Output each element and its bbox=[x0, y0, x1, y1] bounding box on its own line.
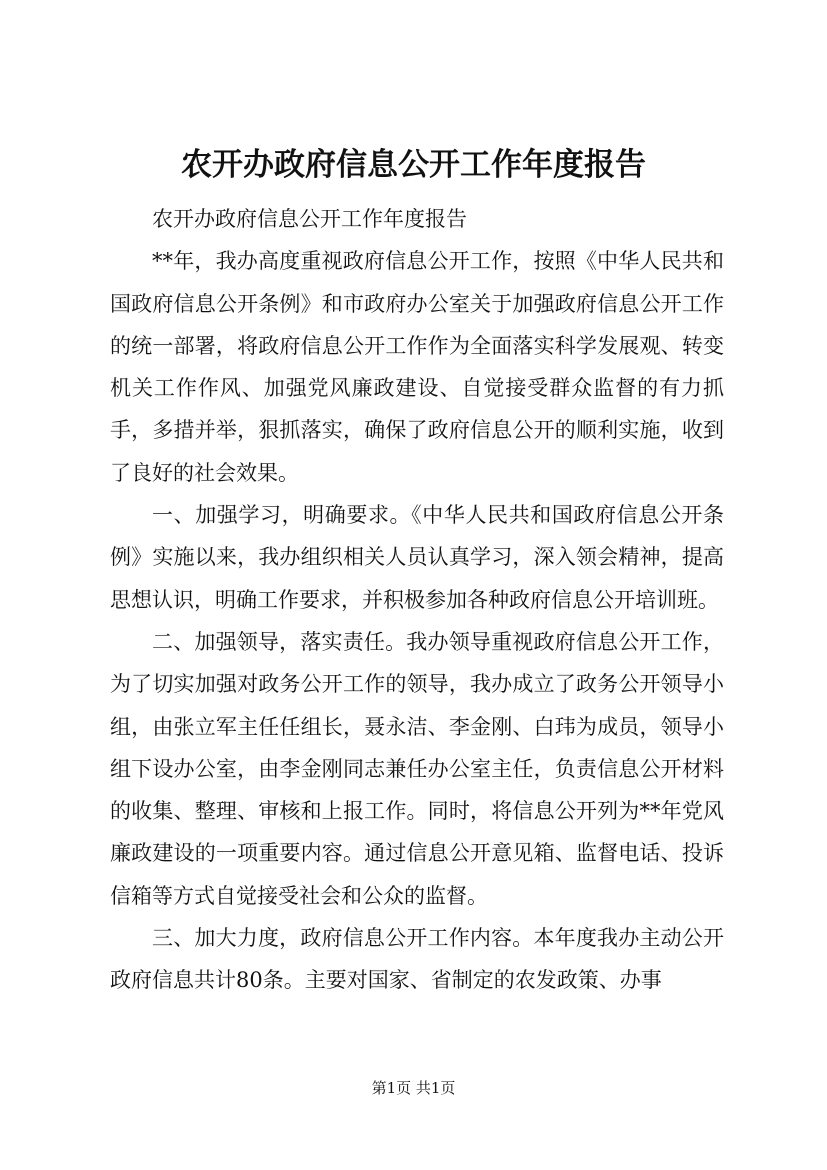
paragraph-section-3: 三、加大力度，政府信息公开工作内容。本年度我办主动公开政府信息共计80条。主要对国家、省制定的农发政策、办事 bbox=[110, 926, 724, 993]
document-title: 农开办政府信息公开工作年度报告 bbox=[181, 147, 646, 183]
document-body bbox=[110, 198, 724, 1002]
paragraph-intro: **年，我办高度重视政府信息公开工作，按照《中华人民共和国政府信息公开条例》和市政府办公室关于加强政府信息公开工作的统一部署，将政府信息公开工作作为全面落实科学发展观、转变机关工作作风、加强党风廉政建设、自觉接受群众监督的有力抓手，多措并举，狠抓落实，确保了政府信息公开的顺利实施，收到了良好的社会效果。 bbox=[110, 249, 724, 485]
paragraph-subtitle: 农开办政府信息公开工作年度报告 bbox=[152, 207, 467, 231]
page-footer: 第1页 共1页 bbox=[371, 1079, 456, 1097]
paragraph-section-2: 二、加强领导，落实责任。我办领导重视政府信息公开工作，为了切实加强对政务公开工作的领导，我办成立了政务公开领导小组，由张立军主任任组长，聂永洁、李金刚、白玮为成员，领导小组下设办公室，由李金刚同志兼任办公室主任，负责信息公开材料的收集、整理、审核和上报工作。同时，将信息公开列为**年党风廉政建设的一项重要内容。通过信息公开意见箱、监督电话、投诉信箱等方式自觉接受社会和公众的监督。 bbox=[110, 629, 724, 908]
paragraph-section-1: 一、加强学习，明确要求。《中华人民共和国政府信息公开条例》实施以来，我办组织相关人员认真学习，深入领会精神，提高思想认识，明确工作要求，并积极参加各种政府信息公开培训班。 bbox=[110, 503, 724, 612]
